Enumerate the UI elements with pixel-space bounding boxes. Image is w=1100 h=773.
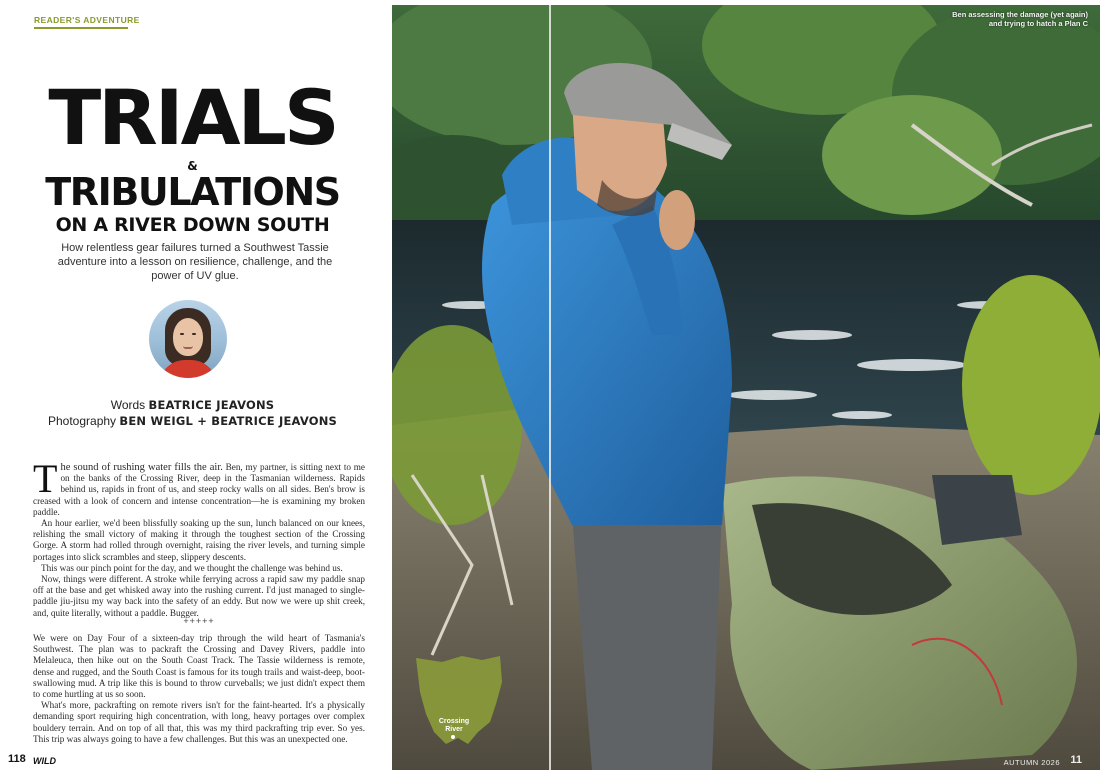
photo-caption bbox=[952, 10, 1088, 28]
body-paragraph: An hour earlier, we'd been blissfully soaking up the sun, lunch balanced on our knees, relishing the small victory of making it through the toughest section of the Crossing Gorge. A storm had rolled through overnight, raising the river levels, and turning simple portages into slick scrambles and steep, slippery descents. bbox=[33, 518, 365, 562]
map-label-line: Crossing bbox=[438, 718, 470, 725]
credit-photo-label: Photography bbox=[47, 414, 117, 428]
credit-photo-name: BEN WEIGL + BEATRICE JEAVONS bbox=[119, 414, 338, 428]
body-paragraph: We were on Day Four of a sixteen-day trip through the wild heart of Tasmania's Southwest. The plan was to packraft the Crossing and Davey Rivers, paddle into Melaleuca, then hike out on the South Coast Track. The Tassie wilderness is remote, dense and rugged, and the South Coast is famous for its tough trails and waist-deep, boot-swallowing mud. A trip like this is bound to throw curveballs; we just didn't expect them to come hurtling at us so soon. bbox=[33, 633, 365, 700]
page-gutter bbox=[549, 5, 551, 770]
standfirst: How relentless gear failures turned a Southwest Tassie adventure into a lesson on resilience, challenge, and the power of UV glue. bbox=[57, 242, 333, 282]
credit-words-label: Words bbox=[110, 398, 146, 412]
body-paragraph: This was our pinch point for the day, and we thought the challenge was behind us. bbox=[41, 562, 343, 573]
headline-ampersand: & bbox=[187, 159, 198, 173]
paragraph-text: Ben, my partner, is sitting next to me on the banks of the Crossing River, deep in the Tasmanian wilderness. Rapids behind us, rapids in front of us, and steep rocky walls on all sides. Ben's brow is creased with a look of concern and intense concentration—he is examining my broken paddle. bbox=[33, 462, 365, 517]
headline-trials: TRIALS bbox=[48, 73, 337, 162]
section-tag: READER'S ADVENTURE bbox=[34, 15, 140, 25]
headline-tribulations: TRIBULATIONS bbox=[45, 170, 340, 214]
credit-words bbox=[0, 398, 385, 412]
issue-folio: AUTUMN 2026 bbox=[1003, 758, 1060, 767]
caption-line: Ben assessing the damage (yet again) bbox=[952, 10, 1088, 19]
body-copy-part2 bbox=[33, 633, 365, 745]
credit-words-name: BEATRICE JEAVONS bbox=[148, 398, 275, 412]
section-tag-rule bbox=[34, 27, 128, 29]
magazine-name: WILD bbox=[33, 756, 56, 766]
credit-photography bbox=[0, 414, 385, 428]
drop-cap: T bbox=[33, 456, 58, 501]
section-divider: +++++ bbox=[183, 616, 215, 626]
right-page-number: 11 bbox=[1070, 754, 1082, 766]
map-label bbox=[434, 718, 474, 734]
headline-subline: ON A RIVER DOWN SOUTH bbox=[55, 214, 330, 236]
body-copy-part1 bbox=[33, 456, 365, 619]
page-number: 118 bbox=[8, 753, 26, 765]
map-label-line: River bbox=[445, 726, 463, 733]
caption-line: and trying to hatch a Plan C bbox=[988, 19, 1088, 28]
location-dot-icon bbox=[451, 735, 455, 739]
author-avatar bbox=[149, 300, 227, 378]
body-paragraph: What's more, packrafting on remote rivers isn't for the faint-hearted. It's a physically demanding sport requiring high concentration, with long, heavy portages over complex bouldery terrain. And on top of all that, this was my third packrafting trip ever. So yes. This trip was always going to have a few challenges. But this was an unexpected one. bbox=[33, 700, 365, 744]
lead-in: he sound of rushing water fills the air. bbox=[60, 462, 223, 473]
body-paragraph bbox=[33, 456, 365, 518]
body-paragraph: Now, things were different. A stroke while ferrying across a rapid saw my paddle snap off at the base and get whisked away into the rushing current. I'd just managed to single-paddle jiu-jitsu my way back into the safety of an eddy. But now we were up shit creek, and, quite literally, without a paddle. Bugger. bbox=[33, 574, 365, 618]
left-page bbox=[0, 0, 385, 773]
